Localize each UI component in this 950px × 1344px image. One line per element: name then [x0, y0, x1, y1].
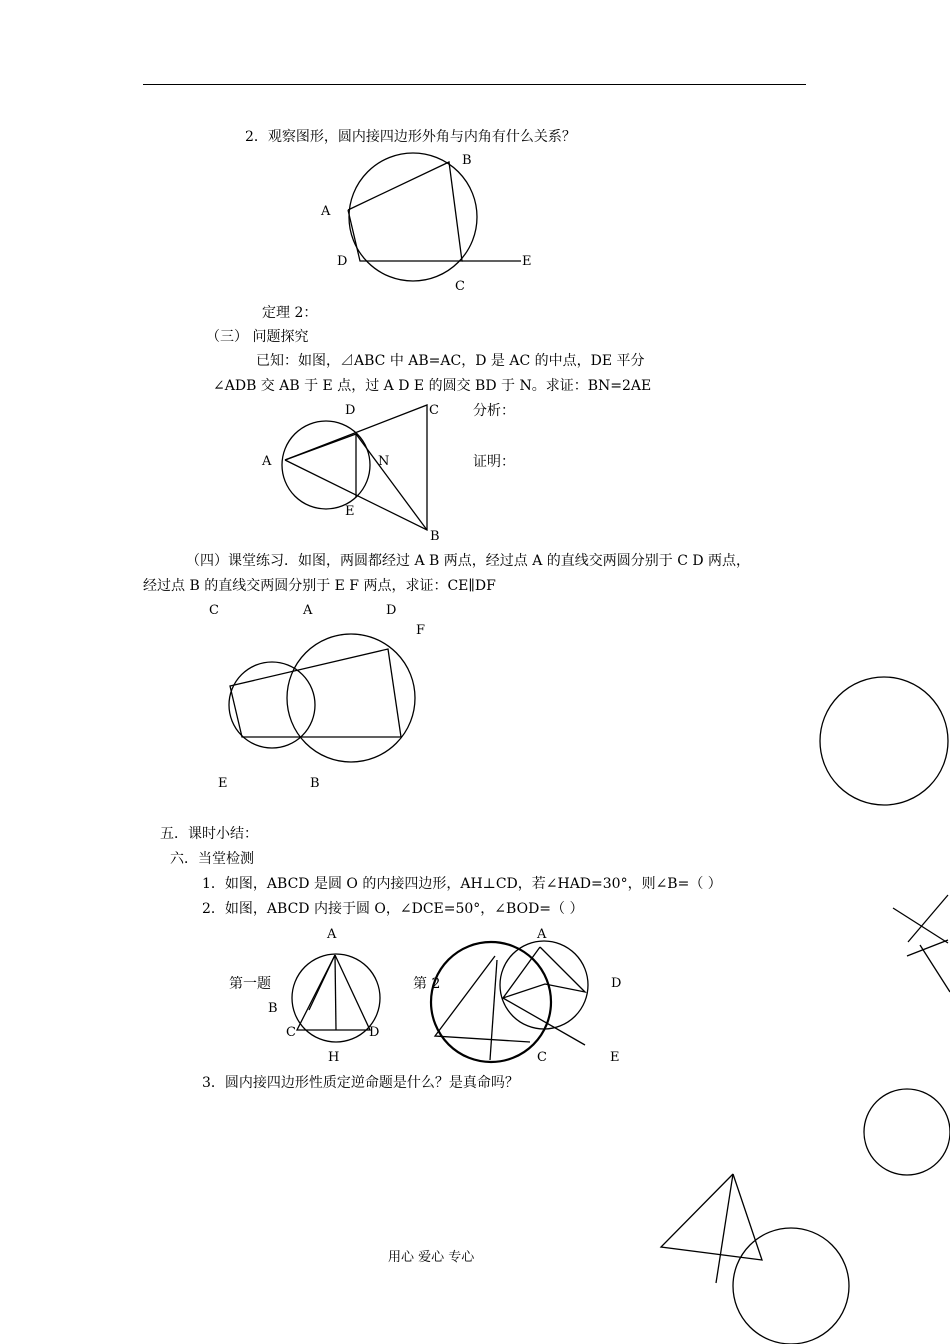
label-e: E	[218, 776, 228, 791]
fig1-label-a: A	[327, 927, 337, 942]
decor-line-5	[716, 1174, 733, 1283]
decor-line-4	[920, 945, 950, 992]
section-3-heading: （三） 问题探究	[206, 329, 309, 345]
question-2-text: 2．观察图形，圆内接四边形外角与内角有什么关系？	[245, 129, 576, 145]
decor-line-2	[908, 895, 948, 942]
label-e: E	[345, 504, 355, 519]
label-b: B	[462, 153, 472, 168]
label-d: D	[337, 254, 348, 269]
test-question-2: 2．如图，ABCD 内接于圆 O，∠DCE=50°，∠BOD=（ ）	[202, 901, 584, 917]
label-d: D	[345, 403, 356, 418]
decor-line-1	[893, 908, 948, 943]
label-a: A	[262, 454, 272, 469]
fig1-label-c: C	[286, 1025, 296, 1040]
analysis-label: 分析：	[473, 403, 515, 419]
section-5-heading: 五．课时小结：	[160, 826, 258, 842]
fig1-caption: 第一题	[229, 976, 271, 992]
fig2-label-d: D	[611, 976, 622, 991]
label-c: C	[429, 403, 439, 418]
fig2-label-a: A	[537, 927, 547, 942]
test-question-1: 1．如图，ABCD 是圆 O 的内接四边形，AH⊥CD，若∠HAD=30°，则∠B=（ ）	[202, 876, 722, 892]
decor-triangle	[661, 1174, 762, 1260]
decor-circle-bottom	[733, 1228, 849, 1344]
label-c: C	[455, 279, 465, 294]
label-d: D	[386, 603, 397, 618]
label-e: E	[522, 254, 532, 269]
label-n: N	[378, 454, 390, 469]
label-b: B	[430, 529, 440, 544]
label-c: C	[209, 603, 219, 618]
label-a: A	[303, 603, 313, 618]
test-question-3: 3．圆内接四边形性质定逆命题是什么？是真命吗？	[202, 1075, 519, 1091]
footer-text: 用心 爱心 专心	[388, 1250, 475, 1265]
fig2-caption: 第 2	[413, 976, 441, 992]
given-line-2: ∠ADB 交 AB 于 E 点，过 A D E 的圆交 BD 于 N。求证：BN=2AE	[213, 378, 652, 394]
fig1-label-h: H	[328, 1050, 340, 1065]
fig2-label-e: E	[610, 1050, 620, 1065]
given-line-1: 已知：如图，⊿ABC 中 AB=AC，D 是 AC 的中点，DE 平分	[256, 353, 645, 369]
section-6-heading: 六．当堂检测	[170, 851, 254, 867]
practice-line-1: （四）课堂练习．如图，两圆都经过 A B 两点，经过点 A 的直线交两圆分别于 C D 两点，	[186, 553, 751, 569]
fig1-label-b: B	[268, 1001, 278, 1016]
label-a: A	[321, 204, 331, 219]
theorem-2-label: 定理 2：	[262, 305, 318, 321]
decor-circle-top	[820, 677, 948, 805]
label-b: B	[310, 776, 320, 791]
fig1-label-d: D	[369, 1025, 380, 1040]
proof-label: 证明：	[473, 454, 515, 470]
fig2-label-c: C	[537, 1050, 547, 1065]
label-f: F	[416, 623, 426, 638]
practice-line-2: 经过点 B 的直线交两圆分别于 E F 两点，求证：CE∥DF	[143, 578, 496, 594]
decor-circle-middle	[864, 1089, 950, 1175]
decor-line-3	[907, 940, 948, 956]
